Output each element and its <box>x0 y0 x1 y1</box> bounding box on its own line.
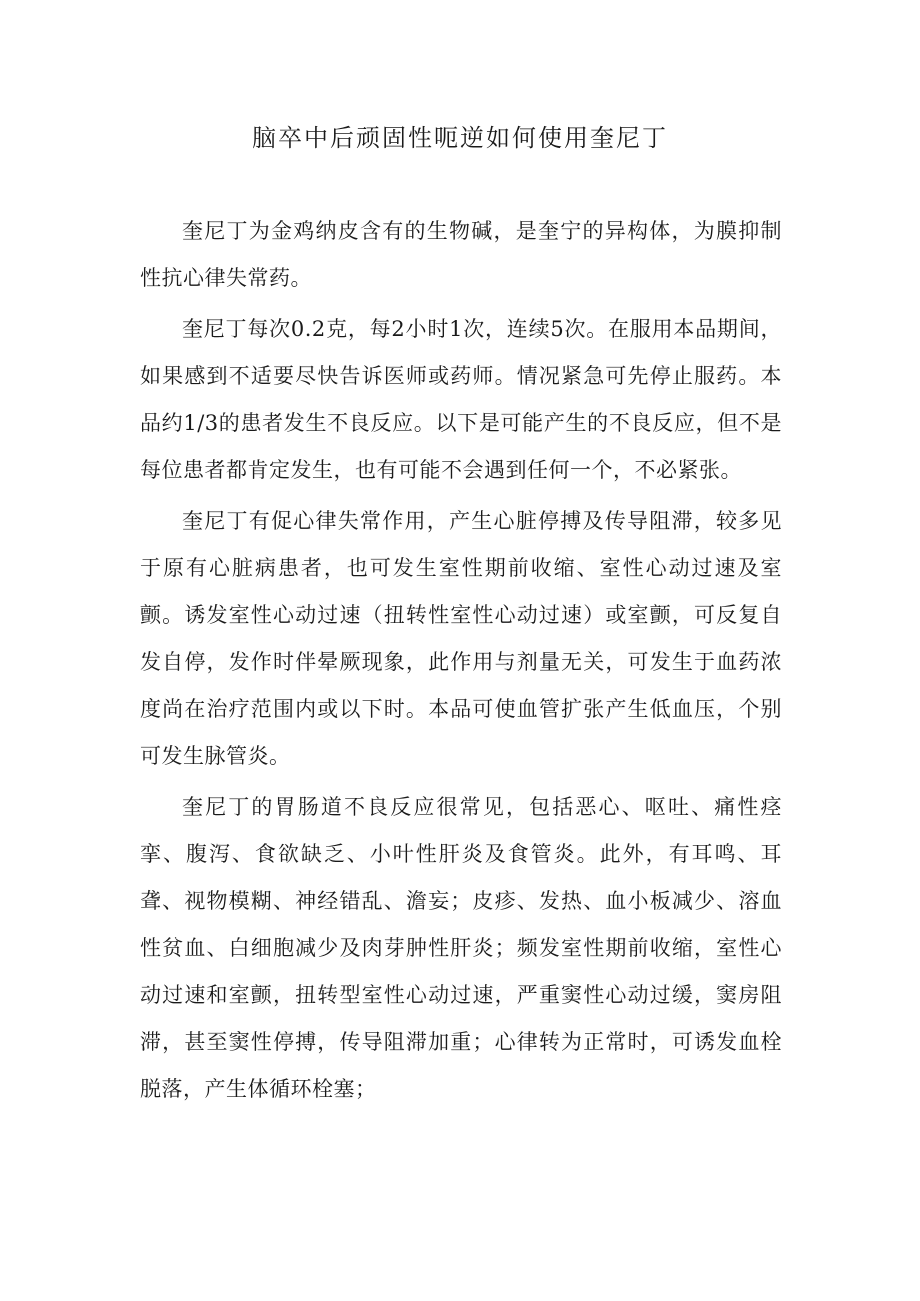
paragraph-4: 奎尼丁的胃肠道不良反应很常见，包括恶心、呕吐、痛性痉挛、腹泻、食欲缺乏、小叶性肝炎及食管炎。此外，有耳鸣、耳聋、视物模糊、神经错乱、澹妄；皮疹、发热、血小板减少、溶血性贫血、白细胞减少及肉芽肿性肝炎；频发室性期前收缩，室性心动过速和室颤，扭转型室性心动过速，严重窦性心动过缓，窦房阻滞，甚至窦性停搏，传导阻滞加重；心律转为正常时，可诱发血栓脱落，产生体循环栓塞； <box>140 795 782 1101</box>
paragraph-2: 奎尼丁每次0.2克，每2小时1次，连续5次。在服用本品期间，如果感到不适要尽快告诉医师或药师。情况紧急可先停止服药。本品约1/3的患者发生不良反应。以下是可能产生的不良反应，但不是每位患者都肯定发生，也有可能不会遇到任何一个，不必紧张。 <box>140 317 782 482</box>
paragraph-1: 奎尼丁为金鸡纳皮含有的生物碱，是奎宁的异构体，为膜抑制性抗心律失常药。 <box>140 219 782 290</box>
document-title: 脑卒中后顽固性呃逆如何使用奎尼丁 <box>252 124 668 152</box>
paragraph-3: 奎尼丁有促心律失常作用，产生心脏停搏及传导阻滞，较多见于原有心脏病患者，也可发生室性期前收缩、室性心动过速及室颤。诱发室性心动过速（扭转性室性心动过速）或室颤，可反复自发自停，发作时伴晕厥现象，此作用与剂量无关，可发生于血药浓度尚在治疗范围内或以下时。本品可使血管扩张产生低血压，个别可发生脉管炎。 <box>140 509 782 768</box>
document-body <box>140 208 782 1117</box>
